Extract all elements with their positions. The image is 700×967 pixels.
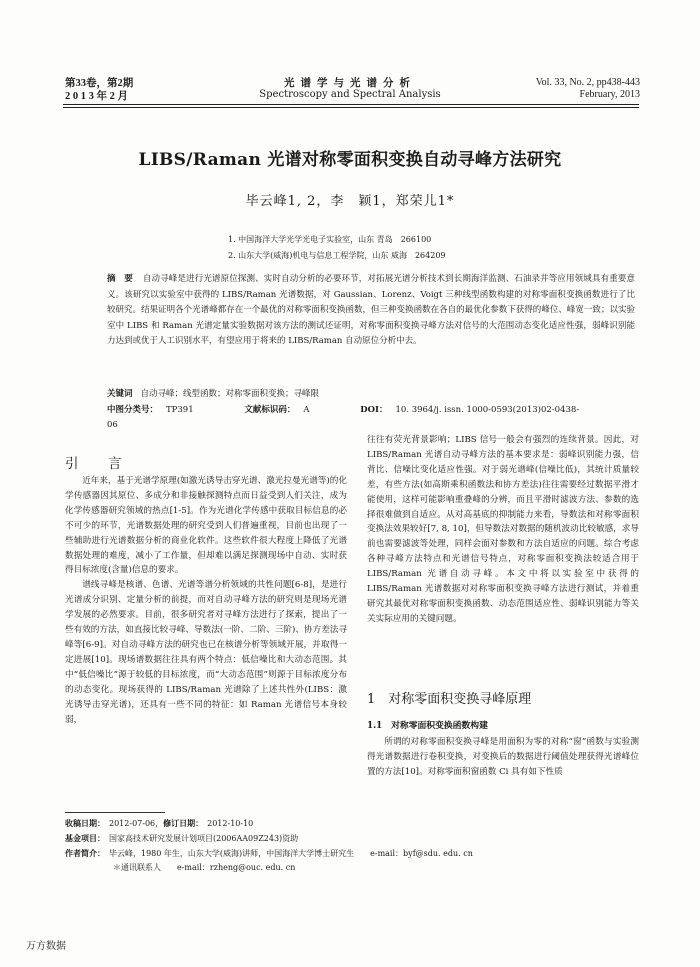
affiliation-2: 2. 山东大学(威海)机电与信息工程学院，山东 威海 264209 <box>228 251 446 260</box>
journal-volume-en <box>536 77 640 101</box>
corresponding-author-line: ＊通讯联系人 e-mail：rzheng@ouc. edu. cn <box>113 863 296 872</box>
affiliation-1: 1. 中国海洋大学光学光电子实验室，山东 青岛 266100 <box>228 235 432 244</box>
keywords-block <box>107 387 635 434</box>
intro-paragraph-3: 往往有荧光背景影响；LIBS 信号一般会有强烈的连续背景。因此，对 LIBS/Raman 光谱自动寻峰方法的基本要求是：弱峰识别能力强，信背比、信噪比变化适应性强。对于弱光谱峰(信噪比低)，其统计质量较差，有些方法(如高斯乘积函数法和协方差法)往往需要经过数据平滑才能使用，这样可能影响重叠峰的分辨，而且平滑时滤波方法、参数的选择很难做到自适应。从对高基底的抑制能力来看，导数法和对称零面积变换法效果较好[7, 8, 10]，但导数法对数据的随机波动比较敏感，求导前也需要滤波等处理，同样会面对参数和方法自适应的问题。综合考虑各种寻峰方法特点和光谱信号特点，对称零面积变换法较适合用于 LIBS/Raman 光谱自动寻峰。本文中将以实验室中获得的 LIBS/Raman 光谱数据对对称零面积变换寻峰方法进行测试，并着重研究其最优对称零面积变换函数、动态范围适应性、弱峰识别能力等关关实际应用的关键问题。 <box>367 435 639 624</box>
fund-text: 国家高技术研究发展计划项目(2006AA09Z243)资助 <box>109 834 299 843</box>
doi-value: 10. 3964/j. issn. 1000-0593(2013)02-0438-06 <box>107 404 580 430</box>
fund-line <box>65 831 625 846</box>
intro-paragraph-1: 近年来，基于光谱学原理(如激光诱导击穿光谱、激光拉曼光谱等)的化学传感器因其原位、多成分和非接触探测特点而日益受到人们关注，成为化学传感器研究领域的热点[1-5]。作为光谱化学传感中获取目标信息的必不可少的环节，光谱数据处理的研究受到人们普遍重视，目前也出现了一些辅助进行光谱数据分析的商业化软件。这些软件很大程度上降低了光谱数据处理的难度，减小了工作量，但却难以满足探测现场中自动、实时获得目标浓度(含量)信息的要求。 <box>65 476 347 576</box>
paper-title: LIBS/Raman 光谱对称零面积变换自动寻峰方法研究 <box>138 150 562 170</box>
keywords-line <box>107 387 635 403</box>
date-en: February, 2013 <box>579 89 640 100</box>
doc-code-label: 文献标识码： <box>244 404 296 415</box>
section-1-1-text <box>367 735 639 780</box>
right-column <box>367 433 639 627</box>
classification-line <box>107 403 635 434</box>
footnotes <box>65 816 625 875</box>
header-rule-thin <box>63 107 639 108</box>
section-heading-1: 1 对称零面积变换寻峰原理 <box>367 692 532 707</box>
doc-code-value: A <box>303 404 310 415</box>
volume-issue-en: Vol. 33, No. 2, pp438-443 <box>535 77 640 88</box>
date-zh: 2 0 1 3 年 2 月 <box>65 91 128 102</box>
keywords-text: 自动寻峰；线型函数；对称零面积变换；寻峰限 <box>140 389 320 399</box>
left-column <box>65 474 347 727</box>
abstract-text: 自动寻峰是进行光谱原位探测、实时自动分析的必要环节，对拓展光谱分析技术到长期海洋监测、石油录井等应用领域具有重要意义。该研究以实验室中获得的 LIBS/Raman 光谱数据，对 Gaussian、Lorenz、Voigt 三种线型函数构建的对称零面积变换函数进行了比较研究。结果证明各个光谱峰都存在一个最优的对称零面积变换函数，但三种变换函数在各自的最优化参数下获得的峰位、峰宽一致；以实验室中 LIBS 和 Raman 光谱定量实验数据对该方法的测试还证明，对称零面积变换寻峰方法对信号的大范围动态变化适应性强，弱峰识别能力达到或优于人工识别水平，有望应用于将来的 LIBS/Raman 自动原位分析中去。 <box>107 274 635 347</box>
doi-label: DOI： <box>360 404 388 415</box>
journal-name-en: Spectroscopy and Spectral Analysis <box>259 89 441 100</box>
wanfang-watermark: 万方数据 <box>26 941 66 952</box>
author-bio-label: 作者简介： <box>65 848 105 858</box>
dates-line <box>65 816 625 831</box>
fund-label: 基金项目： <box>65 833 105 843</box>
abstract <box>107 272 635 350</box>
author-bio-line <box>65 846 625 861</box>
clc-value: TP391 <box>166 404 194 415</box>
received-date: 2012-07-06， <box>109 819 164 828</box>
abstract-label: 摘 要 <box>107 274 133 284</box>
footnote-rule <box>65 812 165 813</box>
author-bio-text: 毕云峰，1980 年生，山东大学(威海)讲师，中国海洋大学博士研究生 e-mail：byf@sdu. edu. cn <box>109 849 473 858</box>
intro-paragraph-2: 谱线寻峰是核谱、色谱、光谱等谱分析领域的共性问题[6-8]，是进行光谱成分识别、定量分析的前提，而对自动寻峰方法的研究则是现场光谱学发展的必然要求。目前，很多研究者对寻峰方法进行了探索，提出了一些有效的方法，如直接比较寻峰、导数法(一阶、二阶、三阶)、协方差法寻峰等[6-9]。对自动寻峰方法的研究也已在核谱分析等领域开展，并取得一定进展[10]。现场谱数据往往具有两个特点：低信噪比和大动态范围。其中“低信噪比”源于较低的目标浓度，而“大动态范围”则源于目标浓度分布的动态变化。现场获得的 LIBS/Raman 光谱除了上述共性外(LIBS：激光诱导击穿光谱)，还具有一些不同的特征：如 Raman 光谱信号本身较弱， <box>65 580 347 725</box>
journal-name-zh: 光谱学与光谱分析 <box>284 77 416 89</box>
revised-label: 修订日期： <box>163 818 204 828</box>
subsection-heading-1-1: 1.1 对称零面积变换函数构建 <box>367 721 488 731</box>
volume-issue-zh: 第33卷，第2期 <box>65 78 134 89</box>
keywords-label: 关键词 <box>107 389 133 399</box>
received-label: 收稿日期： <box>65 818 105 828</box>
author-list: 毕云峰1, 2，李 颖1，郑荣儿1* <box>245 194 455 209</box>
header-rule <box>63 104 639 105</box>
clc-label: 中图分类号： <box>107 404 159 415</box>
revised-date: 2012-10-10 <box>207 819 254 828</box>
affiliations <box>228 232 446 264</box>
method-paragraph: 所谓的对称零面积变换寻峰是用面积为零的对称“窗”函数与实验测得光谱数据进行卷积变换，对变换后的数据进行阈值处理获得光谱峰位置的方法[10]。对称零面积窗函数 Ci 具有如下性质 <box>367 737 639 777</box>
section-heading-intro: 引 言 <box>65 456 130 472</box>
